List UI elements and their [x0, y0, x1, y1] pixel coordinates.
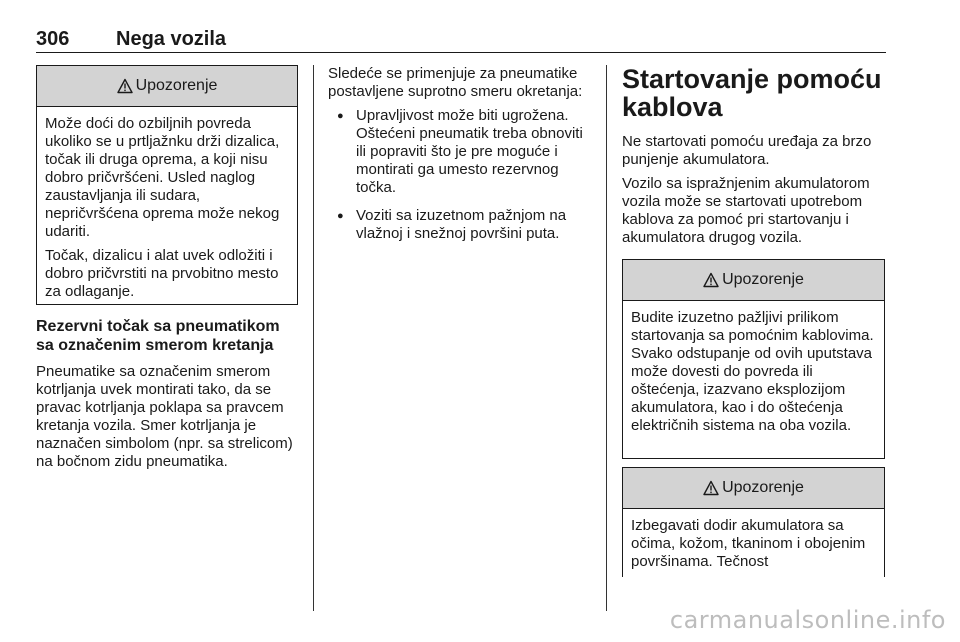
page-title: Nega vozila — [116, 28, 227, 50]
section-subheading: Rezervni točak sa pneumatikom sa označenim smerom kretanja — [36, 318, 280, 354]
column-divider — [313, 65, 314, 611]
column-3 — [622, 65, 885, 577]
list-item: ● Voziti sa izuzetnom pažnjom na vlažnoj i snežnoj površini puta. — [328, 207, 594, 243]
warning-title: Upozorenje — [722, 479, 804, 496]
warning-paragraph: Izbegavati dodir akumulatora sa očima, kožom, tkaninom i obojenim površinama. Tečnost — [631, 517, 866, 570]
list-item: ● Upravljivost može biti ugrožena. Oštećeni pneumatik treba obnoviti ili popraviti što je pre moguće i montirati ga umesto rezervnog točka. — [328, 107, 594, 197]
warning-header — [623, 468, 884, 509]
watermark: carmanualsonline.info — [669, 606, 946, 634]
column-1 — [36, 65, 298, 477]
column-2 — [328, 65, 594, 253]
body-paragraph: Vozilo sa ispražnjenim akumulatorom vozila može se startovati upotrebom kablova za pomoć pri startovanju i akumulatora drugog vozila. — [622, 175, 870, 246]
warning-box — [622, 259, 885, 459]
warning-title: Upozorenje — [722, 271, 804, 288]
body-paragraph: Pneumatike sa označenim smerom kotrljanja uvek montirati tako, da se pravac kotrljanja poklapa sa pravcem kretanja vozila. Smer kotrljanja je naznačen simbolom (npr. sa strelicom) na bočnom zidu pneumatika. — [36, 363, 293, 470]
warning-box — [622, 467, 885, 577]
intro-paragraph: Sledeće se primenjuje za pneumatike postavljene suprotno smeru okretanja: — [328, 65, 583, 100]
warning-triangle-icon — [117, 78, 133, 94]
warning-body — [37, 107, 297, 313]
warning-paragraph: Može doći do ozbiljnih povreda ukoliko se u prtljažnku drži dizalica, točak ili druga oprema, a koji nisu dobro pričvršćeni. Usled naglog zaustavljanja ili sudara, nepričvršćena oprema može nekog udariti. — [45, 115, 280, 240]
warning-body — [623, 509, 884, 583]
body-paragraph: Ne startovati pomoću uređaja za brzo punjenje akumulatora. — [622, 133, 872, 168]
warning-paragraph: Budite izuzetno pažljivi prilikom startovanja sa pomoćnim kablovima. Svako odstupanje od ovih uputstava može dovesti do povreda ili oštećenja, izazvano eksplozijom akumulatora, kao i do oštećenja električnih sistema na oba vozila. — [631, 309, 874, 434]
warning-title: Upozorenje — [135, 77, 218, 94]
section-title: Startovanje pomoću kablova — [622, 64, 882, 122]
warning-header — [623, 260, 884, 301]
warning-header — [37, 66, 297, 107]
warning-triangle-icon — [703, 480, 719, 496]
warning-paragraph: Točak, dizalicu i alat uvek odložiti i dobro pričvrstiti na prvobitno mesto za odlaganje. — [45, 247, 279, 300]
page-number: 306 — [36, 28, 70, 50]
column-divider — [606, 65, 607, 611]
page-header — [36, 28, 886, 53]
bullet-list — [328, 107, 594, 243]
warning-body — [623, 301, 884, 447]
warning-box — [36, 65, 298, 305]
warning-triangle-icon — [703, 272, 719, 288]
